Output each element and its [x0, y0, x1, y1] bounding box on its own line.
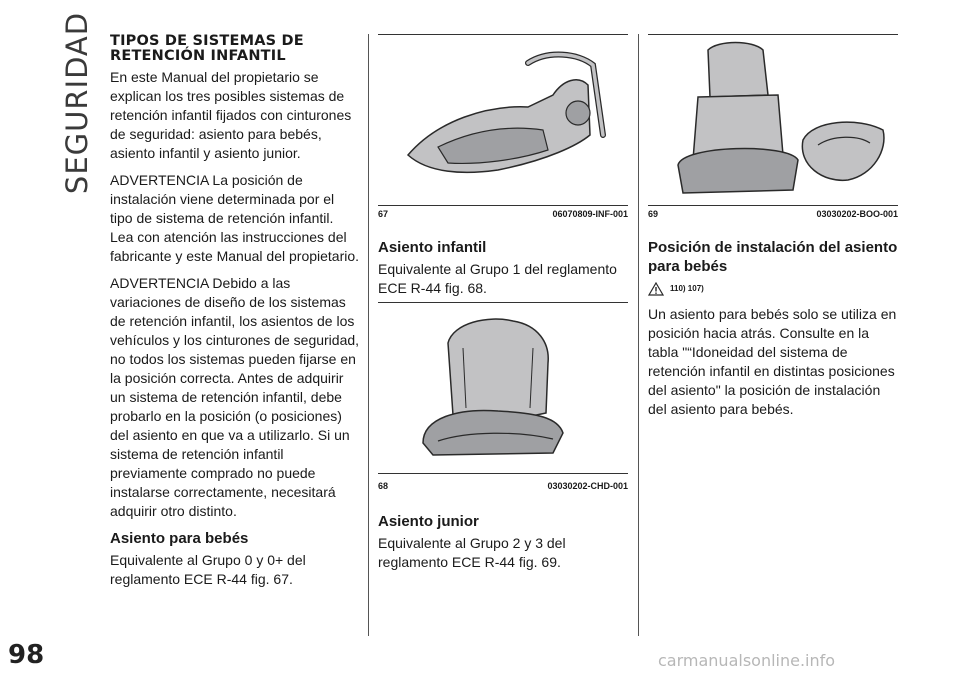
- installation-position-text: Un asiento para bebés solo se utiliza en posición hacia atrás. Consulte en la tabla "“Idoneidad del sistema de retención infantil en distintas posiciones del asiento" la posición de instalación del asiento para bebés.: [648, 306, 897, 417]
- infant-seat-heading: Asiento para bebés: [110, 530, 249, 547]
- figure-code: 03030202-CHD-001: [547, 481, 628, 491]
- installation-position-heading: Posición de instalación del asiento para bebés: [648, 239, 898, 275]
- section-sidebar-title: [57, 11, 97, 195]
- watermark: carmanualsonline.info: [658, 651, 836, 670]
- column-1: [110, 34, 360, 597]
- column-divider: [368, 34, 369, 636]
- child-seat-illustration: [378, 303, 628, 473]
- child-seat-heading: Asiento infantil: [378, 239, 487, 256]
- child-seat-text: Equivalente al Grupo 1 del reglamento ECE R-44 fig. 68.: [378, 261, 617, 296]
- booster-seat-text: Equivalente al Grupo 2 y 3 del reglamento ECE R-44 fig. 69.: [378, 535, 566, 570]
- figure-68-caption: [378, 481, 628, 491]
- child-seat-block: [378, 238, 628, 306]
- figure-number: 67: [378, 209, 389, 219]
- figure-68: [378, 302, 628, 474]
- booster-seat-block: [378, 512, 628, 580]
- infant-carrier-illustration: [378, 35, 628, 205]
- figure-code: 06070809-INF-001: [552, 209, 628, 219]
- figure-69: [648, 34, 898, 206]
- figure-number: 68: [378, 481, 389, 491]
- installation-position-block: [648, 238, 898, 427]
- page-number: 98: [8, 640, 45, 670]
- infant-seat-text: Equivalente al Grupo 0 y 0+ del reglamento ECE R-44 fig. 67.: [110, 552, 306, 587]
- figure-67-caption: [378, 209, 628, 219]
- figure-code: 03030202-BOO-001: [816, 209, 898, 219]
- warning-paragraph-1: ADVERTENCIA La posición de instalación viene determinada por el tipo de sistema de retención infantil. Lea con atención las instrucciones del fabricante y este Manual del propietario.: [110, 172, 360, 264]
- intro-paragraph: En este Manual del propietario se explican los tres posibles sistemas de retención infantil fijados con cinturones de seguridad: asiento para bebés, asiento infantil y asiento junior.: [110, 69, 352, 161]
- warning-paragraph-2: ADVERTENCIA Debido a las variaciones de diseño de los sistemas de retención infantil, los asientos de los vehículos y los cinturones de seguridad, no todos los sistemas pueden fijarse en la posición correcta. Antes de adquirir un sistema de retención infantil, debe probarlo en la posición (o posiciones) del asiento en que va a utilizarlo. Si un sistema de retención infantil previamente comprado no puede instalarse correctamente, necesitará adquirir otro distinto.: [110, 275, 360, 519]
- column-divider: [638, 34, 639, 636]
- warning-triangle-icon: [648, 282, 664, 296]
- figure-67: [378, 34, 628, 206]
- booster-seat-heading: Asiento junior: [378, 513, 479, 530]
- figure-69-caption: [648, 209, 898, 219]
- figure-number: 69: [648, 209, 659, 219]
- warning-reference: [648, 279, 898, 298]
- section-label: SEGURIDAD: [60, 11, 94, 195]
- warning-refs: 110) 107): [670, 284, 704, 293]
- booster-seat-illustration: [648, 35, 898, 205]
- section-heading: TIPOS DE SISTEMAS DE RETENCIÓN INFANTIL: [110, 33, 304, 64]
